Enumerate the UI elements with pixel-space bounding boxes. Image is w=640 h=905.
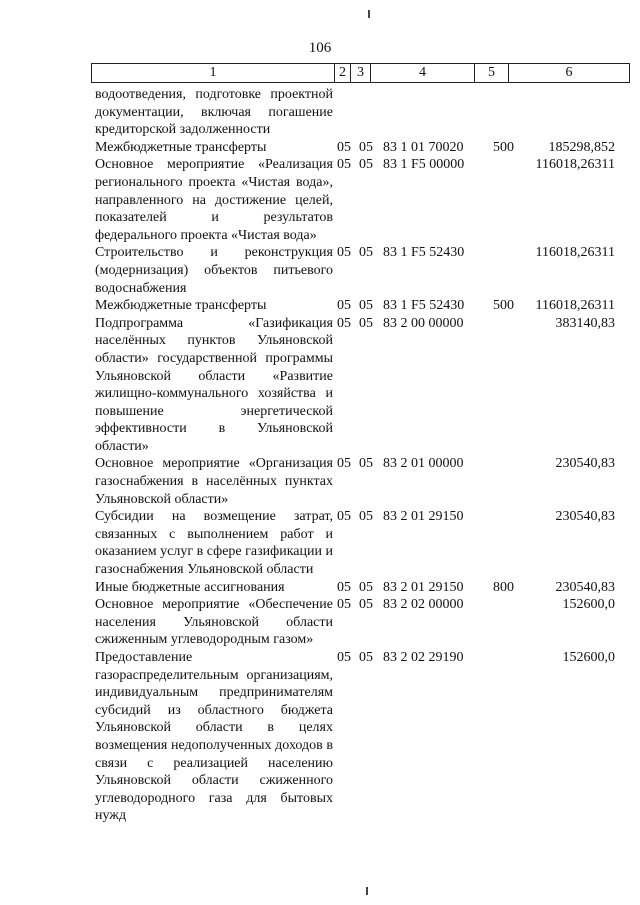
row-expense-type [493,244,519,297]
row-section: 05 [337,456,351,472]
row-expense-type [493,649,519,825]
row-expense-type: 800 [493,579,514,595]
row-amount: 116018,26311 [535,245,615,261]
row-section: 05 [337,139,351,155]
header-col-5: 5 [474,64,508,82]
budget-table [95,86,615,825]
row-amount: 383140,83 [555,315,615,331]
row-expense-type: 500 [493,139,514,155]
row-subsection: 05 [359,650,373,665]
binding-mark-bottom [366,887,368,895]
row-amount: 152600,0 [562,650,615,665]
row-name: Субсидии на возмещение затрат, связанных с выполнением работ и оказанием услуг в сфере газификации и газоснабжения Ульяновской области [95,509,333,578]
row-target-article: 83 1 F5 52430 [383,245,465,261]
header-col-4: 4 [370,64,474,82]
row-amount: 230540,83 [555,456,615,472]
row-name: Межбюджетные трансферты [95,139,267,155]
table-row [95,315,615,456]
row-subsection: 05 [359,597,373,613]
row-amount: 230540,83 [555,579,615,595]
row-target-article: 83 2 01 29150 [383,579,464,595]
row-section [333,86,355,139]
row-target-article: 83 2 02 29190 [383,650,464,665]
row-target-article: 83 2 02 00000 [383,597,464,613]
table-row [95,139,615,157]
row-section: 05 [337,509,351,525]
row-name: Иные бюджетные ассигнования [95,579,285,595]
row-name: Подпрограмма «Газификация населённых пунктов Ульяновской области» государственной программы Ульяновской области «Развитие жилищно-коммунального хозяйства и повышение энергетической эффективности в Ульяновской области» [95,315,333,454]
row-name: Основное мероприятие «Организация газоснабжения в населённых пунктах Ульяновской области» [95,456,333,507]
row-amount: 116018,26311 [535,157,615,173]
table-row [95,86,615,139]
row-subsection: 05 [359,509,373,525]
row-name: Основное мероприятие «Реализация регионального проекта «Чистая вода», направленного на достижение целей, показателей и результатов федерального проекта «Чистая вода» [95,157,333,243]
row-section: 05 [337,245,351,261]
row-subsection: 05 [359,456,373,472]
row-subsection: 05 [359,579,373,595]
row-expense-type [493,86,519,139]
table-row [95,579,615,597]
page-number: 106 [308,40,332,56]
table-row [95,156,615,244]
row-expense-type: 500 [493,298,514,314]
row-target-article: 83 2 01 00000 [383,456,464,472]
row-name: Основное мероприятие «Обеспечение населения Ульяновской области сжиженным углеводородным газом» [95,597,333,648]
row-name: водоотведения, подготовке проектной документации, включая погашение кредиторской задолженности [95,87,333,138]
header-col-1: 1 [209,65,217,80]
header-col-3: 3 [350,64,370,82]
row-target-article: 83 1 F5 00000 [383,157,465,173]
row-subsection: 05 [359,315,373,331]
binding-mark-top [368,10,370,18]
row-subsection: 05 [359,139,373,155]
row-name: Строительство и реконструкция (модернизация) объектов питьевого водоснабжения [95,245,333,296]
row-amount: 152600,0 [562,597,615,613]
table-header [91,63,630,83]
row-amount: 116018,26311 [535,298,615,314]
row-expense-type [493,315,519,456]
header-col-2: 2 [334,64,350,82]
row-target-article [377,86,493,139]
table-row [95,297,615,315]
row-expense-type [493,508,519,578]
row-name: Предоставление газораспределительным организациям, индивидуальным предпринимателям субсидий из областного бюджета Ульяновской области в целях возмещения недополученных доходов в связи с реализацией населению Ульяновской области сжиженного углеводородного газа для бытовых нужд [95,650,333,824]
row-section: 05 [337,315,351,331]
row-section: 05 [337,597,351,613]
table-row [95,455,615,508]
row-subsection [355,86,377,139]
row-expense-type [493,455,519,508]
row-section: 05 [337,157,351,173]
row-name: Межбюджетные трансферты [95,298,267,314]
row-subsection: 05 [359,157,373,173]
row-section: 05 [337,650,351,665]
row-section: 05 [337,579,351,595]
row-expense-type [493,156,519,244]
row-subsection: 05 [359,245,373,261]
row-section: 05 [337,298,351,314]
row-target-article: 83 2 01 29150 [383,509,464,525]
table-row [95,508,615,578]
row-amount [519,86,615,139]
row-target-article: 83 1 F5 52430 [383,298,465,314]
row-subsection: 05 [359,298,373,314]
row-amount: 185298,852 [548,139,615,155]
table-row [95,649,615,825]
row-target-article: 83 2 00 00000 [383,315,464,331]
table-row [95,244,615,297]
row-target-article: 83 1 01 70020 [383,139,464,155]
table-row [95,596,615,649]
header-col-6: 6 [508,64,629,82]
row-amount: 230540,83 [555,509,615,525]
row-expense-type [493,596,519,649]
